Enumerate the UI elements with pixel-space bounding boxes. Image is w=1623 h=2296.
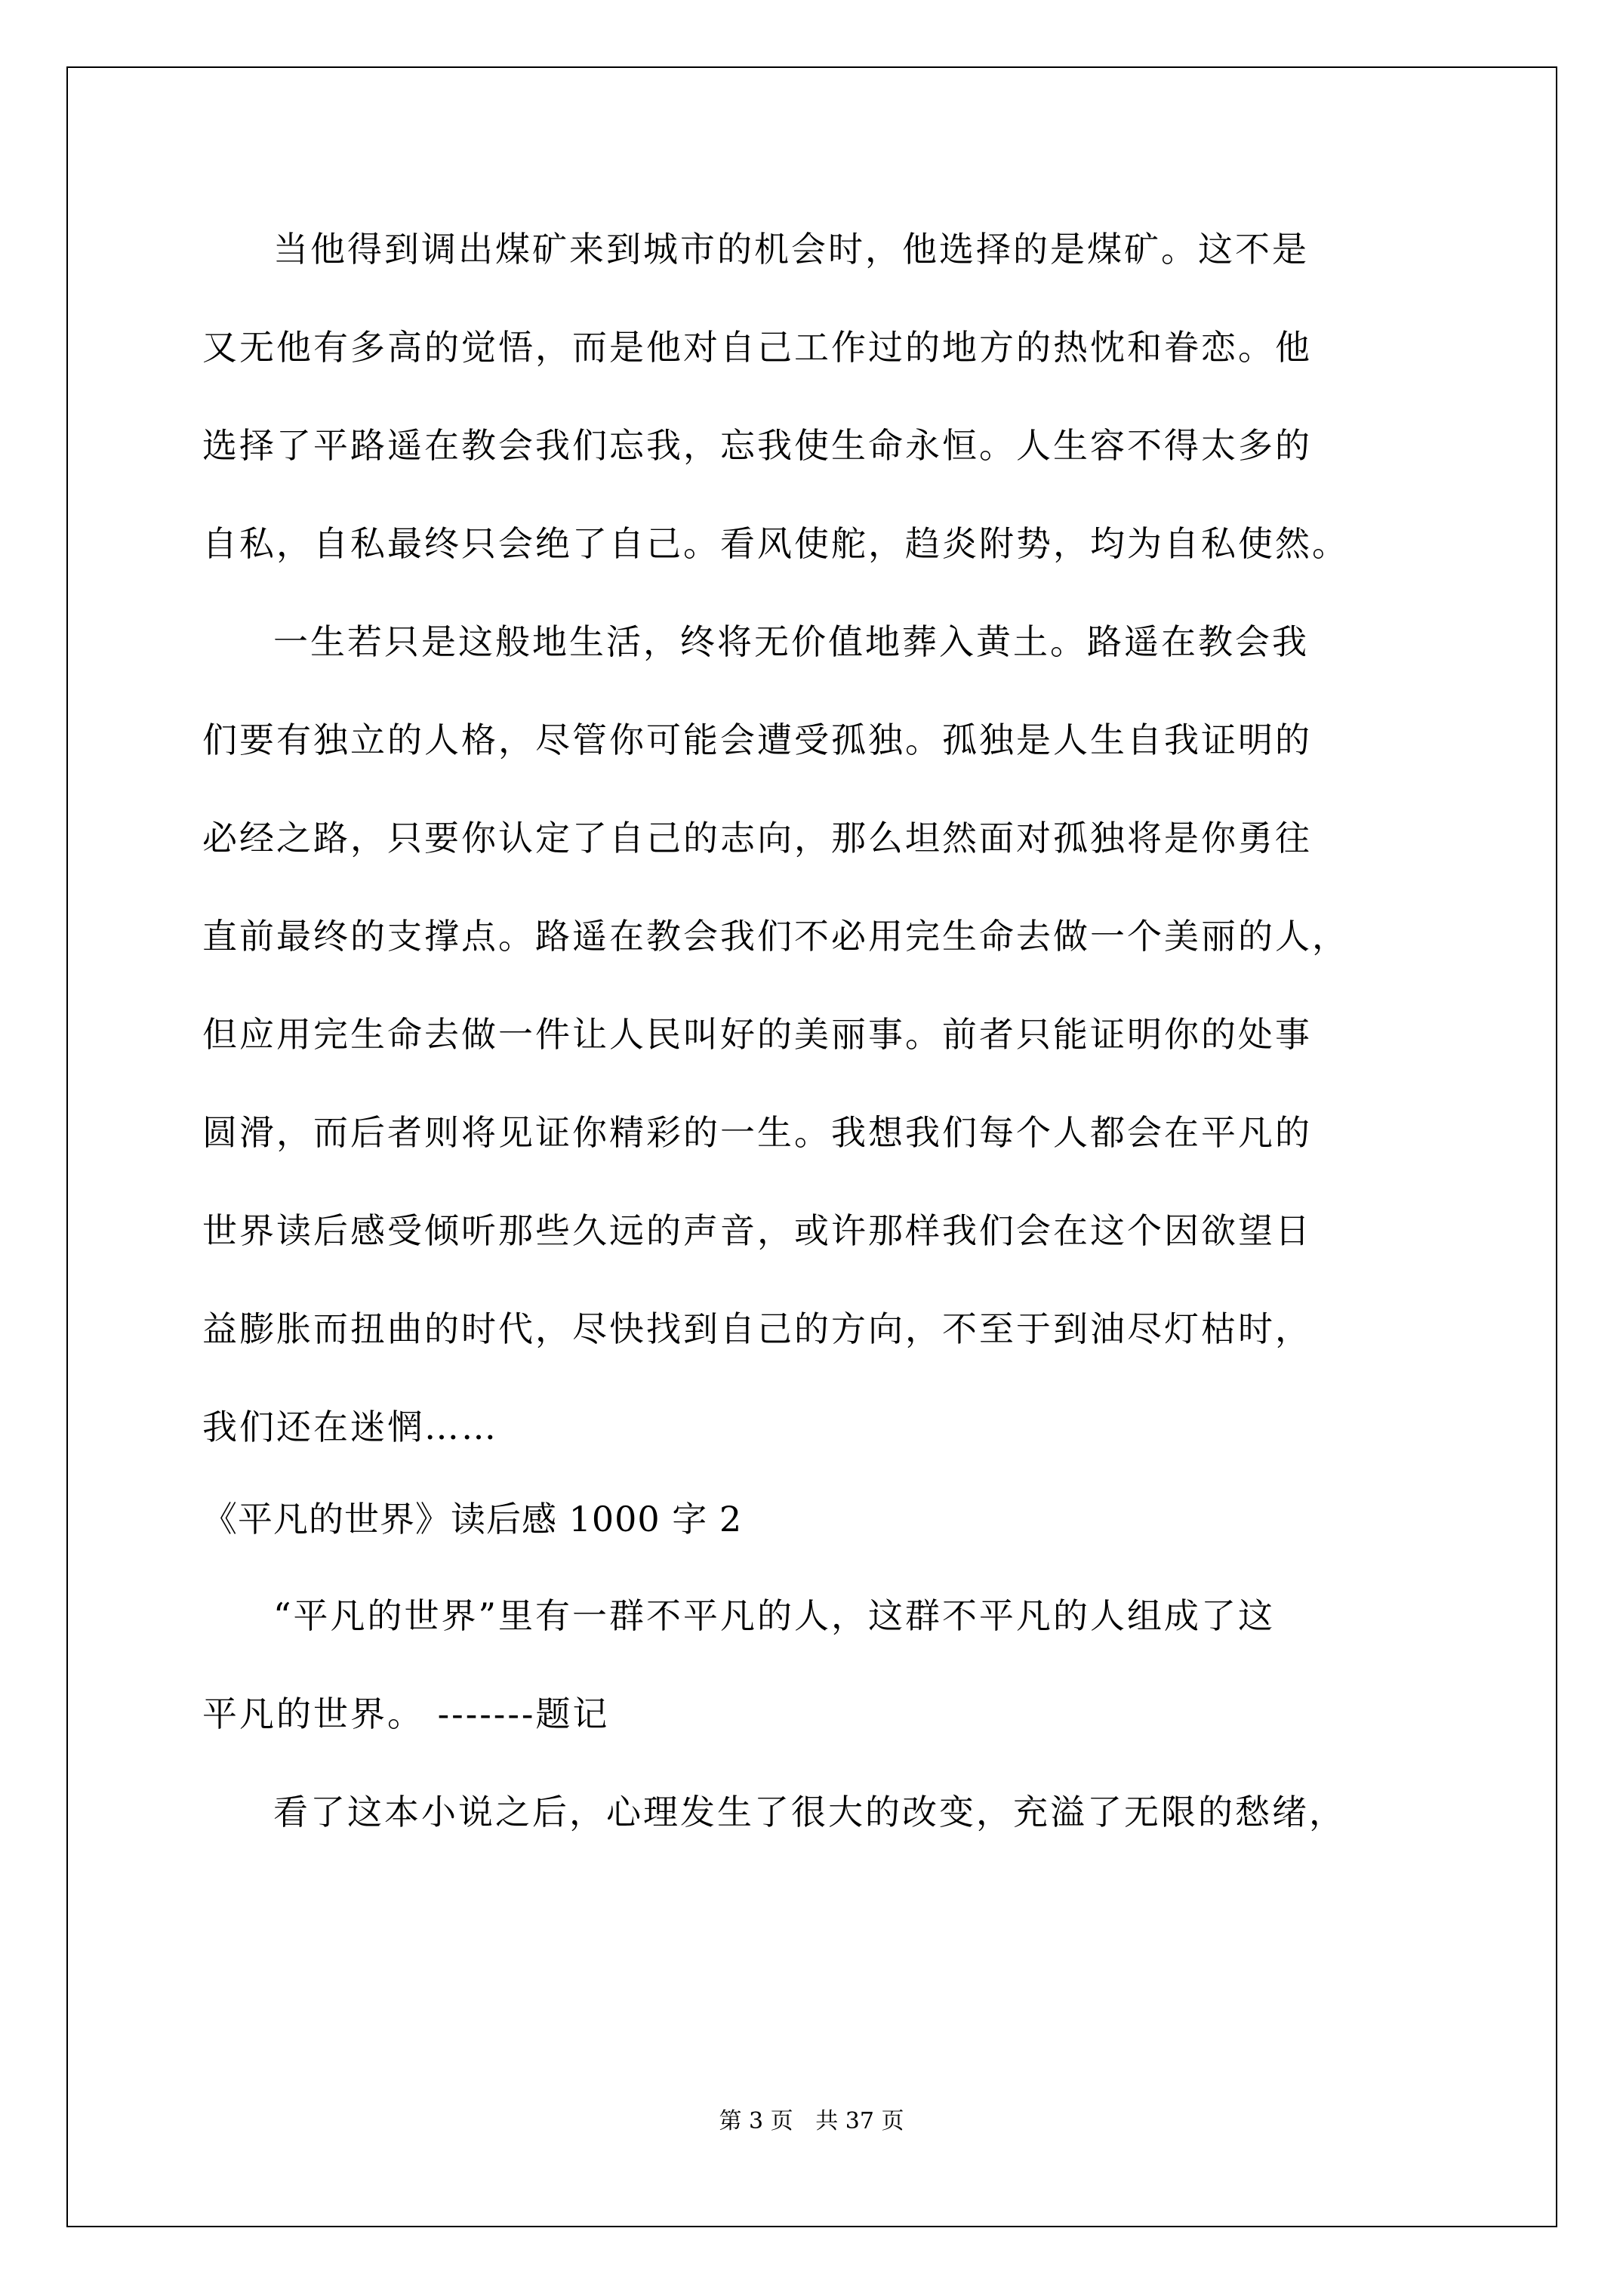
paragraph-line: 圆滑，而后者则将见证你精彩的一生。我想我们每个人都会在平凡的 <box>202 1112 1312 1153</box>
paragraph-line: 世界读后感受倾听那些久远的声音，或许那样我们会在这个因欲望日 <box>202 1210 1312 1251</box>
paragraph-line: 益膨胀而扭曲的时代，尽快找到自己的方向，不至于到油尽灯枯时， <box>202 1308 1312 1349</box>
page-total: 共 37 页 <box>815 2108 904 2134</box>
paragraph-line: 但应用完生命去做一件让人民叫好的美丽事。前者只能证明你的处事 <box>202 1014 1312 1055</box>
paragraph-line: 必经之路，只要你认定了自己的志向，那么坦然面对孤独将是你勇往 <box>202 818 1312 858</box>
paragraph-line: 平凡的世界。 -------题记 <box>202 1693 610 1734</box>
paragraph-line: 选择了平路遥在教会我们忘我，忘我使生命永恒。人生容不得太多的 <box>202 425 1312 466</box>
paragraph-line: 一生若只是这般地生活，终将无价值地葬入黄土。路遥在教会我 <box>273 621 1309 662</box>
paragraph-line: 又无他有多高的觉悟，而是他对自己工作过的地方的热忱和眷恋。他 <box>202 327 1312 368</box>
paragraph-line: 看了这本小说之后，心理发生了很大的改变，充溢了无限的愁绪， <box>273 1792 1346 1832</box>
paragraph-line: 自私，自私最终只会绝了自己。看风使舵，趋炎附势，均为自私使然。 <box>202 523 1349 564</box>
paragraph-line: 直前最终的支撑点。路遥在教会我们不必用完生命去做一个美丽的人， <box>202 916 1349 957</box>
section-heading: 《平凡的世界》读后感 1000 字 2 <box>202 1499 743 1539</box>
page-number: 第 3 页 <box>719 2108 793 2134</box>
paragraph-line: 当他得到调出煤矿来到城市的机会时，他选择的是煤矿。这不是 <box>273 229 1309 270</box>
page-footer <box>0 2106 1623 2137</box>
paragraph-line: 我们还在迷惘…… <box>202 1407 498 1447</box>
paragraph-line: “平凡的世界”里有一群不平凡的人，这群不平凡的人组成了这 <box>273 1595 1276 1636</box>
paragraph-line: 们要有独立的人格，尽管你可能会遭受孤独。孤独是人生自我证明的 <box>202 720 1312 760</box>
